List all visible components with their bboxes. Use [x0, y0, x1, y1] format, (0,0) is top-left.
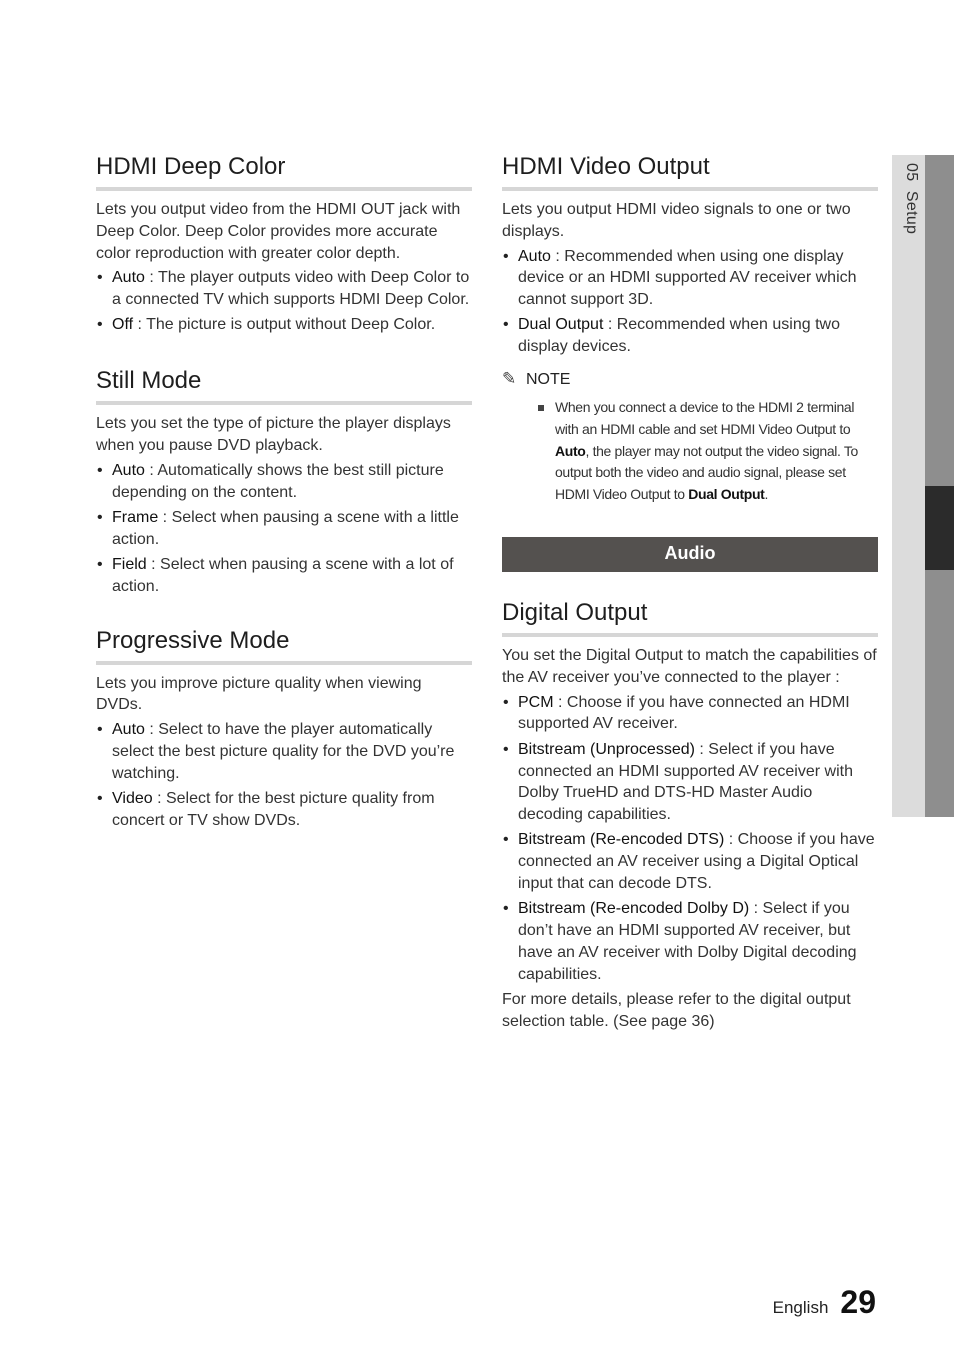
option-term: PCM	[518, 693, 554, 711]
section-progressive-mode	[96, 626, 472, 832]
option-desc: : Select when pausing a scene with a lot of action.	[112, 556, 454, 595]
note-block	[502, 368, 878, 506]
option-desc: : Select if you have connected an HDMI supported AV receiver with Dolby TrueHD and DTS-HD Master Audio decoding capabilities.	[518, 740, 853, 824]
section-title: Still Mode	[96, 366, 472, 405]
option-desc: : The player outputs video with Deep Color to a connected TV which supports HDMI Deep Color.	[112, 269, 470, 309]
option-desc: : Select to have the player automatically select the best picture quality for the DVD you’re watching.	[112, 721, 455, 782]
option-item	[502, 739, 878, 826]
option-list	[96, 460, 472, 598]
option-list	[502, 692, 878, 986]
page-number: 29	[840, 1284, 876, 1320]
tab-active-marker	[925, 486, 954, 570]
option-list	[96, 267, 472, 336]
left-column	[96, 152, 472, 835]
section-intro: Lets you output video from the HDMI OUT jack with Deep Color. Deep Color provides more accurate color reproduction with greater color depth.	[96, 201, 461, 262]
option-item	[96, 460, 472, 504]
tab-background	[892, 155, 925, 817]
option-item	[96, 719, 472, 784]
note-heading	[502, 368, 878, 391]
note-text-part: When you connect a device to the HDMI 2 terminal with an HDMI cable and set HDMI Video Output to	[555, 399, 855, 437]
section-hdmi-video-output	[502, 152, 878, 506]
option-item	[502, 692, 878, 736]
section-title: Digital Output	[502, 598, 878, 637]
option-item	[96, 267, 472, 311]
option-item	[96, 507, 472, 551]
note-emphasis: Dual Output	[688, 486, 765, 503]
option-item	[502, 829, 878, 894]
option-item	[502, 898, 878, 985]
option-term: Auto	[518, 247, 551, 265]
section-outro: For more details, please refer to the digital output selection table. (See page 36)	[502, 991, 851, 1030]
option-desc: : Choose if you have connected an AV receiver using a Digital Optical input that can decode DTS.	[518, 831, 875, 893]
section-title: Progressive Mode	[96, 626, 472, 665]
option-item	[96, 314, 472, 336]
note-text-part: .	[764, 486, 769, 503]
option-desc: : The picture is output without Deep Color.	[133, 316, 436, 334]
option-term: Dual Output	[518, 316, 604, 334]
option-term: Off	[112, 316, 134, 334]
section-title: HDMI Deep Color	[96, 152, 472, 191]
option-item	[502, 314, 878, 358]
right-column	[502, 152, 878, 1033]
chapter-number: 05	[903, 163, 920, 182]
option-desc: : Select if you don’t have an HDMI supported AV receiver, but have an AV receiver with Dolby Digital decoding capabilities.	[518, 900, 857, 983]
option-desc: : Recommended when using two display devices.	[518, 316, 840, 356]
section-intro: Lets you improve picture quality when viewing DVDs.	[96, 674, 422, 714]
option-desc: : Automatically shows the best still picture depending on the content.	[112, 461, 444, 501]
square-bullet-icon	[538, 405, 544, 411]
option-term: Bitstream (Unprocessed)	[518, 740, 695, 758]
footer-language: English	[772, 1298, 829, 1317]
option-desc: : Choose if you have connected an HDMI supported AV receiver.	[518, 693, 850, 733]
option-term: Frame	[112, 508, 159, 526]
pencil-icon: ✎	[502, 369, 517, 389]
note-label: NOTE	[526, 371, 571, 389]
page-footer	[773, 1284, 876, 1321]
note-text-part: , the player may not output the video signal. To output both the video and audio signal, please set HDMI Video Output to	[555, 442, 858, 503]
section-intro: You set the Digital Output to match the capabilities of the AV receiver you’ve connected to the player :	[502, 647, 877, 686]
chapter-name: Setup	[903, 190, 920, 235]
option-term: Auto	[112, 461, 145, 479]
option-term: Bitstream (Re-encoded DTS)	[518, 831, 725, 849]
option-item	[96, 554, 472, 598]
option-term: Auto	[112, 269, 145, 287]
audio-category-bar: Audio	[502, 537, 878, 572]
option-list	[96, 719, 472, 831]
option-term: Field	[112, 556, 147, 574]
chapter-label	[896, 163, 920, 234]
option-item	[502, 246, 878, 311]
option-term: Bitstream (Re-encoded Dolby D)	[518, 900, 750, 918]
option-list	[502, 246, 878, 358]
section-intro: Lets you set the type of picture the player displays when you pause DVD playback.	[96, 415, 451, 455]
option-term: Auto	[112, 721, 145, 739]
chapter-side-tab	[892, 155, 954, 817]
section-hdmi-deep-color	[96, 152, 472, 336]
option-item	[96, 788, 472, 832]
section-digital-output	[502, 598, 878, 1033]
section-title: HDMI Video Output	[502, 152, 878, 191]
option-desc: : Recommended when using one display device or an HDMI supported AV receiver which cannot support 3D.	[518, 247, 857, 309]
option-term: Video	[112, 790, 153, 808]
note-text	[538, 397, 878, 506]
option-desc: : Select for the best picture quality from concert or TV show DVDs.	[112, 790, 435, 829]
section-intro: Lets you output HDMI video signals to one or two displays.	[502, 201, 851, 240]
option-desc: : Select when pausing a scene with a little action.	[112, 508, 459, 548]
note-emphasis: Auto	[555, 442, 586, 459]
section-still-mode	[96, 366, 472, 597]
